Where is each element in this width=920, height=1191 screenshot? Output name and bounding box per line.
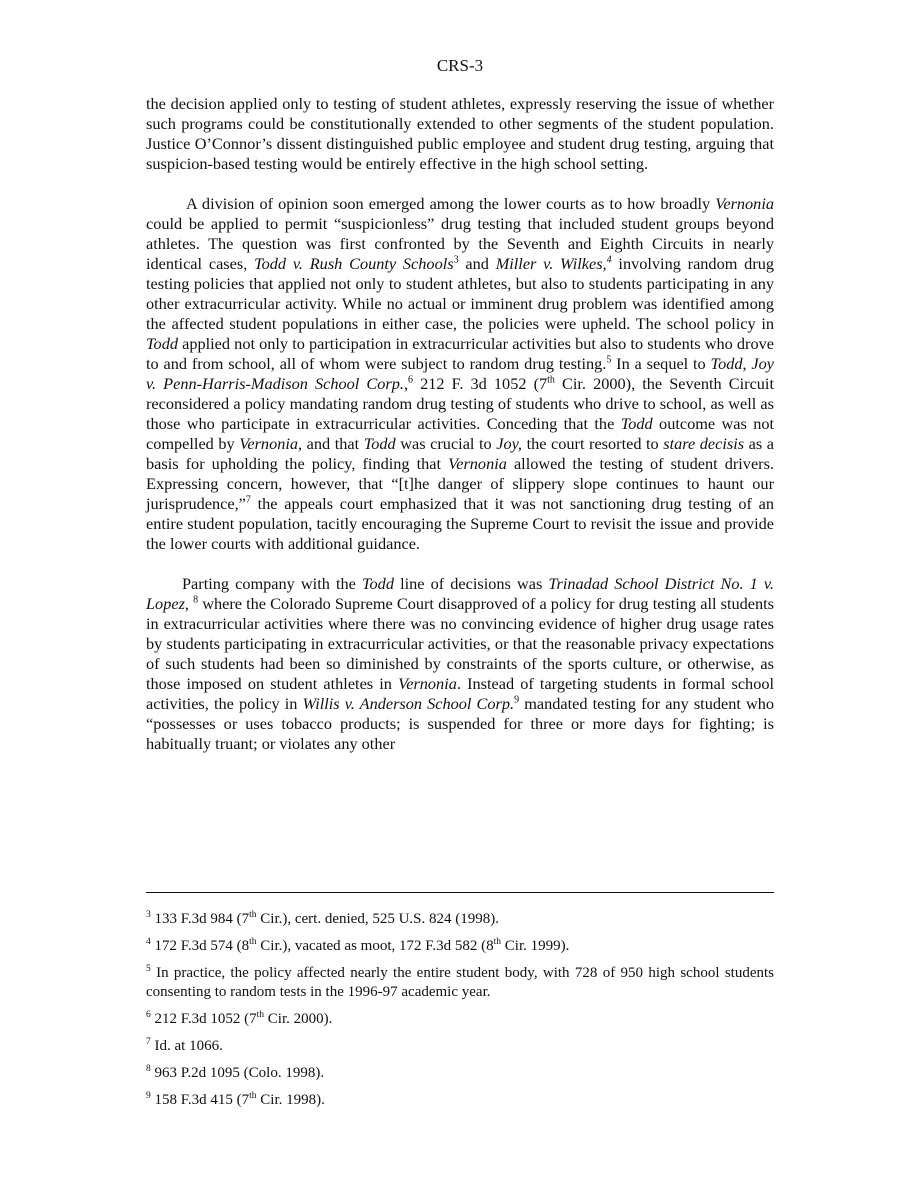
superscript: th <box>493 937 502 947</box>
text-run: Cir.), cert. denied, 525 U.S. 824 (1998). <box>256 911 499 927</box>
body-paragraph <box>146 574 774 754</box>
italic-text: Todd <box>620 414 653 433</box>
text-run: , <box>403 374 409 393</box>
superscript: 9 <box>146 1091 151 1101</box>
text-run: 212 F.3d 1052 (7 <box>150 1011 257 1027</box>
superscript: th <box>249 1091 257 1101</box>
text-run: Cir. 2000). <box>264 1011 333 1027</box>
footnote <box>146 1010 774 1029</box>
footnote <box>146 1091 774 1110</box>
footnote <box>146 937 774 956</box>
italic-text: Vernonia <box>398 674 457 693</box>
italic-text: Miller v. Wilkes, <box>495 254 607 273</box>
text-run: was crucial to <box>395 434 497 453</box>
superscript: 3 <box>146 910 151 920</box>
text-run: 158 F.3d 415 (7 <box>150 1092 250 1108</box>
page-number: CRS-3 <box>436 56 484 75</box>
footnote <box>146 1064 774 1083</box>
italic-text: Todd <box>710 354 743 373</box>
text-run: and <box>458 254 496 273</box>
text-run: 172 F.3d 574 (8 <box>150 938 250 954</box>
italic-text: Todd v. Rush County Schools <box>254 254 454 273</box>
superscript: 8 <box>193 594 199 606</box>
italic-text: Todd <box>363 434 396 453</box>
text-run: , and that <box>298 434 364 453</box>
superscript: 7 <box>245 494 251 506</box>
text-run: , <box>184 594 194 613</box>
text-run: Id. at 1066. <box>150 1038 223 1054</box>
text-run: In practice, the policy affected nearly the entire student body, with 728 of 950 high school students consenting to random tests in the 1996-97 academic year. <box>146 965 774 1000</box>
superscript: 3 <box>453 254 459 266</box>
italic-text: Vernonia <box>715 194 774 213</box>
text-run: could be applied to permit “suspicionless” drug testing that included student groups beyond athletes. The question was first confronted by the Seventh and Eighth Circuits in nearly identical cases, <box>146 214 774 273</box>
italic-text: stare decisis <box>663 434 745 453</box>
text-run: Cir. 2000), the Seventh Circuit reconsidered a policy mandating random drug testing of students who drive to school, as well as those who participate in extracurricular activities. Conceding that the <box>146 374 774 433</box>
text-run: Parting company with the <box>182 574 362 593</box>
superscript: 5 <box>146 964 151 974</box>
text-run: as a basis for upholding the policy, finding that <box>146 434 775 473</box>
text-run: line of decisions was <box>393 574 549 593</box>
superscript: 6 <box>146 1010 151 1020</box>
superscript: 7 <box>146 1037 151 1047</box>
text-run: mandated testing for any student who “possesses or uses tobacco products; is suspended for three or more days for fighting; is habitually truant; or violates any other <box>146 694 775 753</box>
superscript: 6 <box>408 374 414 386</box>
superscript: th <box>249 910 257 920</box>
text-run: In a sequel to <box>611 354 711 373</box>
text-run: A division of opinion soon emerged among the lower courts as to how broadly <box>186 194 716 213</box>
footnote <box>146 964 774 1002</box>
superscript: 8 <box>146 1064 151 1074</box>
body-paragraph <box>146 94 774 174</box>
italic-text: Joy v. Penn-Harris-Madison School Corp. <box>146 354 775 393</box>
text-run: Cir. 1998). <box>256 1092 325 1108</box>
text-run: . Instead of targeting students in formal school activities, the policy in <box>146 674 774 713</box>
text-run: where the Colorado Supreme Court disapproved of a policy for drug testing all students in extracurricular activities where there was no convincing evidence of higher drug usage rates by students participating in extracurricular activities, or that the reasonable privacy expectations of such students had been so diminished by constraints of the sports culture, or otherwise, as those imposed on student athletes in <box>146 594 774 693</box>
footnote <box>146 1037 774 1056</box>
text-run: the court resorted to <box>522 434 664 453</box>
text-run: the appeals court emphasized that it was not sanctioning drug testing of an entire student population, tacitly encouraging the Supreme Court to revisit the issue and provide the lower courts with additional guidance. <box>146 494 774 553</box>
text-run: involving random drug testing policies that applied not only to student athletes, but also to students participating in any other extracurricular activity. While no actual or imminent drug problem was identified among the affected student populations in either case, the policies were upheld. The school policy in <box>146 254 775 333</box>
text-run: 963 P.2d 1095 (Colo. 1998). <box>150 1065 325 1081</box>
text-run: the decision applied only to testing of student athletes, expressly reserving the issue of whether such programs could be constitutionally extended to other segments of the student population. Justice O’Connor’s dissent distinguished public employee and student drug testing, arguing that suspicion-based testing would be entirely effective in the high school setting. <box>146 94 774 173</box>
italic-text: Todd <box>146 334 178 353</box>
footnotes <box>146 910 774 1118</box>
text-run: applied not only to participation in extracurricular activities but also to students who drove to and from school, all of whom were subject to random drug testing. <box>146 334 774 373</box>
italic-text: Joy, <box>496 434 522 453</box>
footnote <box>146 910 774 929</box>
body-paragraph <box>146 194 774 554</box>
italic-text: Vernonia <box>448 454 507 473</box>
superscript: th <box>249 937 257 947</box>
superscript: th <box>547 374 555 386</box>
text-run: 133 F.3d 984 (7 <box>150 911 250 927</box>
text-run: , <box>742 354 752 373</box>
superscript: 4 <box>146 937 151 947</box>
text-run: outcome was not compelled by <box>146 414 774 453</box>
text-run: 212 F. 3d 1052 (7 <box>413 374 548 393</box>
superscript: 9 <box>514 694 520 706</box>
page-header <box>0 56 920 76</box>
text-run: Cir. 1999). <box>501 938 570 954</box>
superscript: 4 <box>606 254 612 266</box>
footnote-divider <box>146 892 774 893</box>
text-run: allowed the testing of student drivers. Expressing concern, however, that “[t]he danger of slippery slope continues to haunt our jurisprudence,” <box>146 454 775 513</box>
italic-text: Todd <box>361 574 394 593</box>
italic-text: Vernonia <box>239 434 299 453</box>
superscript: th <box>256 1010 265 1020</box>
italic-text: Trinadad School District No. 1 v. Lopez <box>146 574 775 613</box>
italic-text: Willis v. Anderson School Corp. <box>302 694 515 713</box>
body-text <box>146 94 774 774</box>
superscript: 5 <box>606 354 612 366</box>
text-run: Cir.), vacated as moot, 172 F.3d 582 (8 <box>256 938 494 954</box>
